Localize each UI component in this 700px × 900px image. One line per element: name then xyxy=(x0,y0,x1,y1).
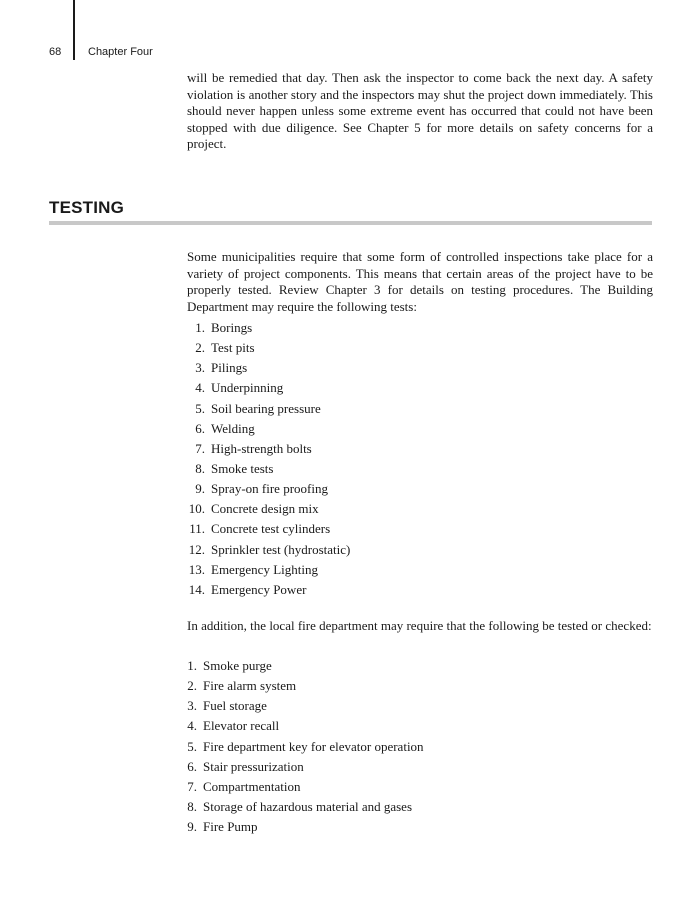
list-text: Fire Pump xyxy=(203,819,258,835)
section-rule xyxy=(49,221,652,225)
list-item xyxy=(187,338,350,358)
list-number: 6. xyxy=(187,758,197,774)
intro-paragraph: will be remedied that day. Then ask the inspector to come back the next day. A safety violation is another story and the inspectors may shut the project down immediately. This should never happen unless some extreme event has occurred that could not have been stopped with due diligence. See Chapter 5 for more details on safety concerns for a project. xyxy=(187,70,653,151)
list-text: Pilings xyxy=(211,360,248,376)
list-number: 13. xyxy=(188,561,205,577)
list-text: Stair pressurization xyxy=(203,758,304,774)
list-number: 4. xyxy=(195,380,205,396)
fire-tests-list xyxy=(187,656,424,837)
list-text: Soil bearing pressure xyxy=(211,400,321,416)
list-text: Welding xyxy=(211,420,255,436)
chapter-title: Chapter Four xyxy=(88,46,153,58)
list-text: Emergency Lighting xyxy=(211,561,318,577)
list-text: Concrete design mix xyxy=(211,501,319,517)
list-number: 9. xyxy=(187,819,197,835)
list-item xyxy=(187,479,350,499)
page-number: 68 xyxy=(49,46,62,58)
list-number: 2. xyxy=(187,678,197,694)
list-number: 1. xyxy=(195,320,205,335)
list-text: Compartmentation xyxy=(203,778,301,794)
list-number: 3. xyxy=(187,698,197,714)
list-text: Elevator recall xyxy=(203,718,280,734)
list-item xyxy=(187,817,424,837)
list-item xyxy=(187,378,350,398)
list-text: Spray-on fire proofing xyxy=(211,481,328,497)
list-text: Emergency Power xyxy=(211,581,307,597)
list-number: 6. xyxy=(195,420,205,436)
list-text: Sprinkler test (hydrostatic) xyxy=(211,541,351,557)
list-number: 8. xyxy=(195,460,205,476)
list-item xyxy=(187,777,424,797)
list-number: 9. xyxy=(195,481,205,497)
list-text: Storage of hazardous material and gases xyxy=(203,798,413,814)
list-number: 12. xyxy=(188,541,205,557)
list-item xyxy=(187,459,350,479)
list-text: Underpinning xyxy=(211,380,284,396)
list-item xyxy=(187,676,424,696)
list-item xyxy=(187,696,424,716)
list-number: 5. xyxy=(187,738,197,754)
list-number: 4. xyxy=(187,718,197,734)
list-text: Fuel storage xyxy=(203,698,267,714)
list-number: 2. xyxy=(195,340,205,356)
list-number: 5. xyxy=(195,400,205,416)
list-item xyxy=(187,519,350,539)
list-text: Test pits xyxy=(211,340,255,356)
fire-department-paragraph: In addition, the local fire department may require that the following be tested or checked: xyxy=(187,618,652,633)
list-item xyxy=(187,499,350,519)
list-item xyxy=(187,358,350,378)
list-item xyxy=(187,560,350,580)
list-item xyxy=(187,540,350,560)
list-item xyxy=(187,656,424,676)
list-number: 11. xyxy=(189,521,205,537)
testing-paragraph: Some municipalities require that some form of controlled inspections take place for a variety of project components. This means that certain areas of the project have to be properly tested. Review Chapter 3 for details on testing procedures. The Building Department may require the following tests: xyxy=(187,249,653,314)
list-item xyxy=(187,439,350,459)
list-number: 14. xyxy=(188,581,205,597)
list-text: Fire alarm system xyxy=(203,678,297,694)
list-item xyxy=(187,580,350,600)
list-item xyxy=(187,419,350,439)
header-divider xyxy=(73,0,75,60)
list-item xyxy=(187,757,424,777)
building-tests-list xyxy=(187,318,350,600)
list-item xyxy=(187,399,350,419)
list-item xyxy=(187,318,350,338)
list-text: Smoke tests xyxy=(211,460,274,476)
list-number: 1. xyxy=(187,658,197,673)
list-item xyxy=(187,716,424,736)
list-number: 7. xyxy=(187,778,197,794)
list-number: 3. xyxy=(195,360,205,376)
list-text: Concrete test cylinders xyxy=(211,521,331,537)
list-text: Smoke purge xyxy=(203,658,272,673)
list-item xyxy=(187,797,424,817)
list-text: Fire department key for elevator operation xyxy=(203,738,424,754)
list-number: 8. xyxy=(187,798,197,814)
list-number: 10. xyxy=(188,501,205,517)
list-item xyxy=(187,737,424,757)
list-number: 7. xyxy=(195,440,205,456)
list-text: Borings xyxy=(211,320,253,335)
list-text: High-strength bolts xyxy=(211,440,312,456)
section-title: TESTING xyxy=(49,198,125,217)
